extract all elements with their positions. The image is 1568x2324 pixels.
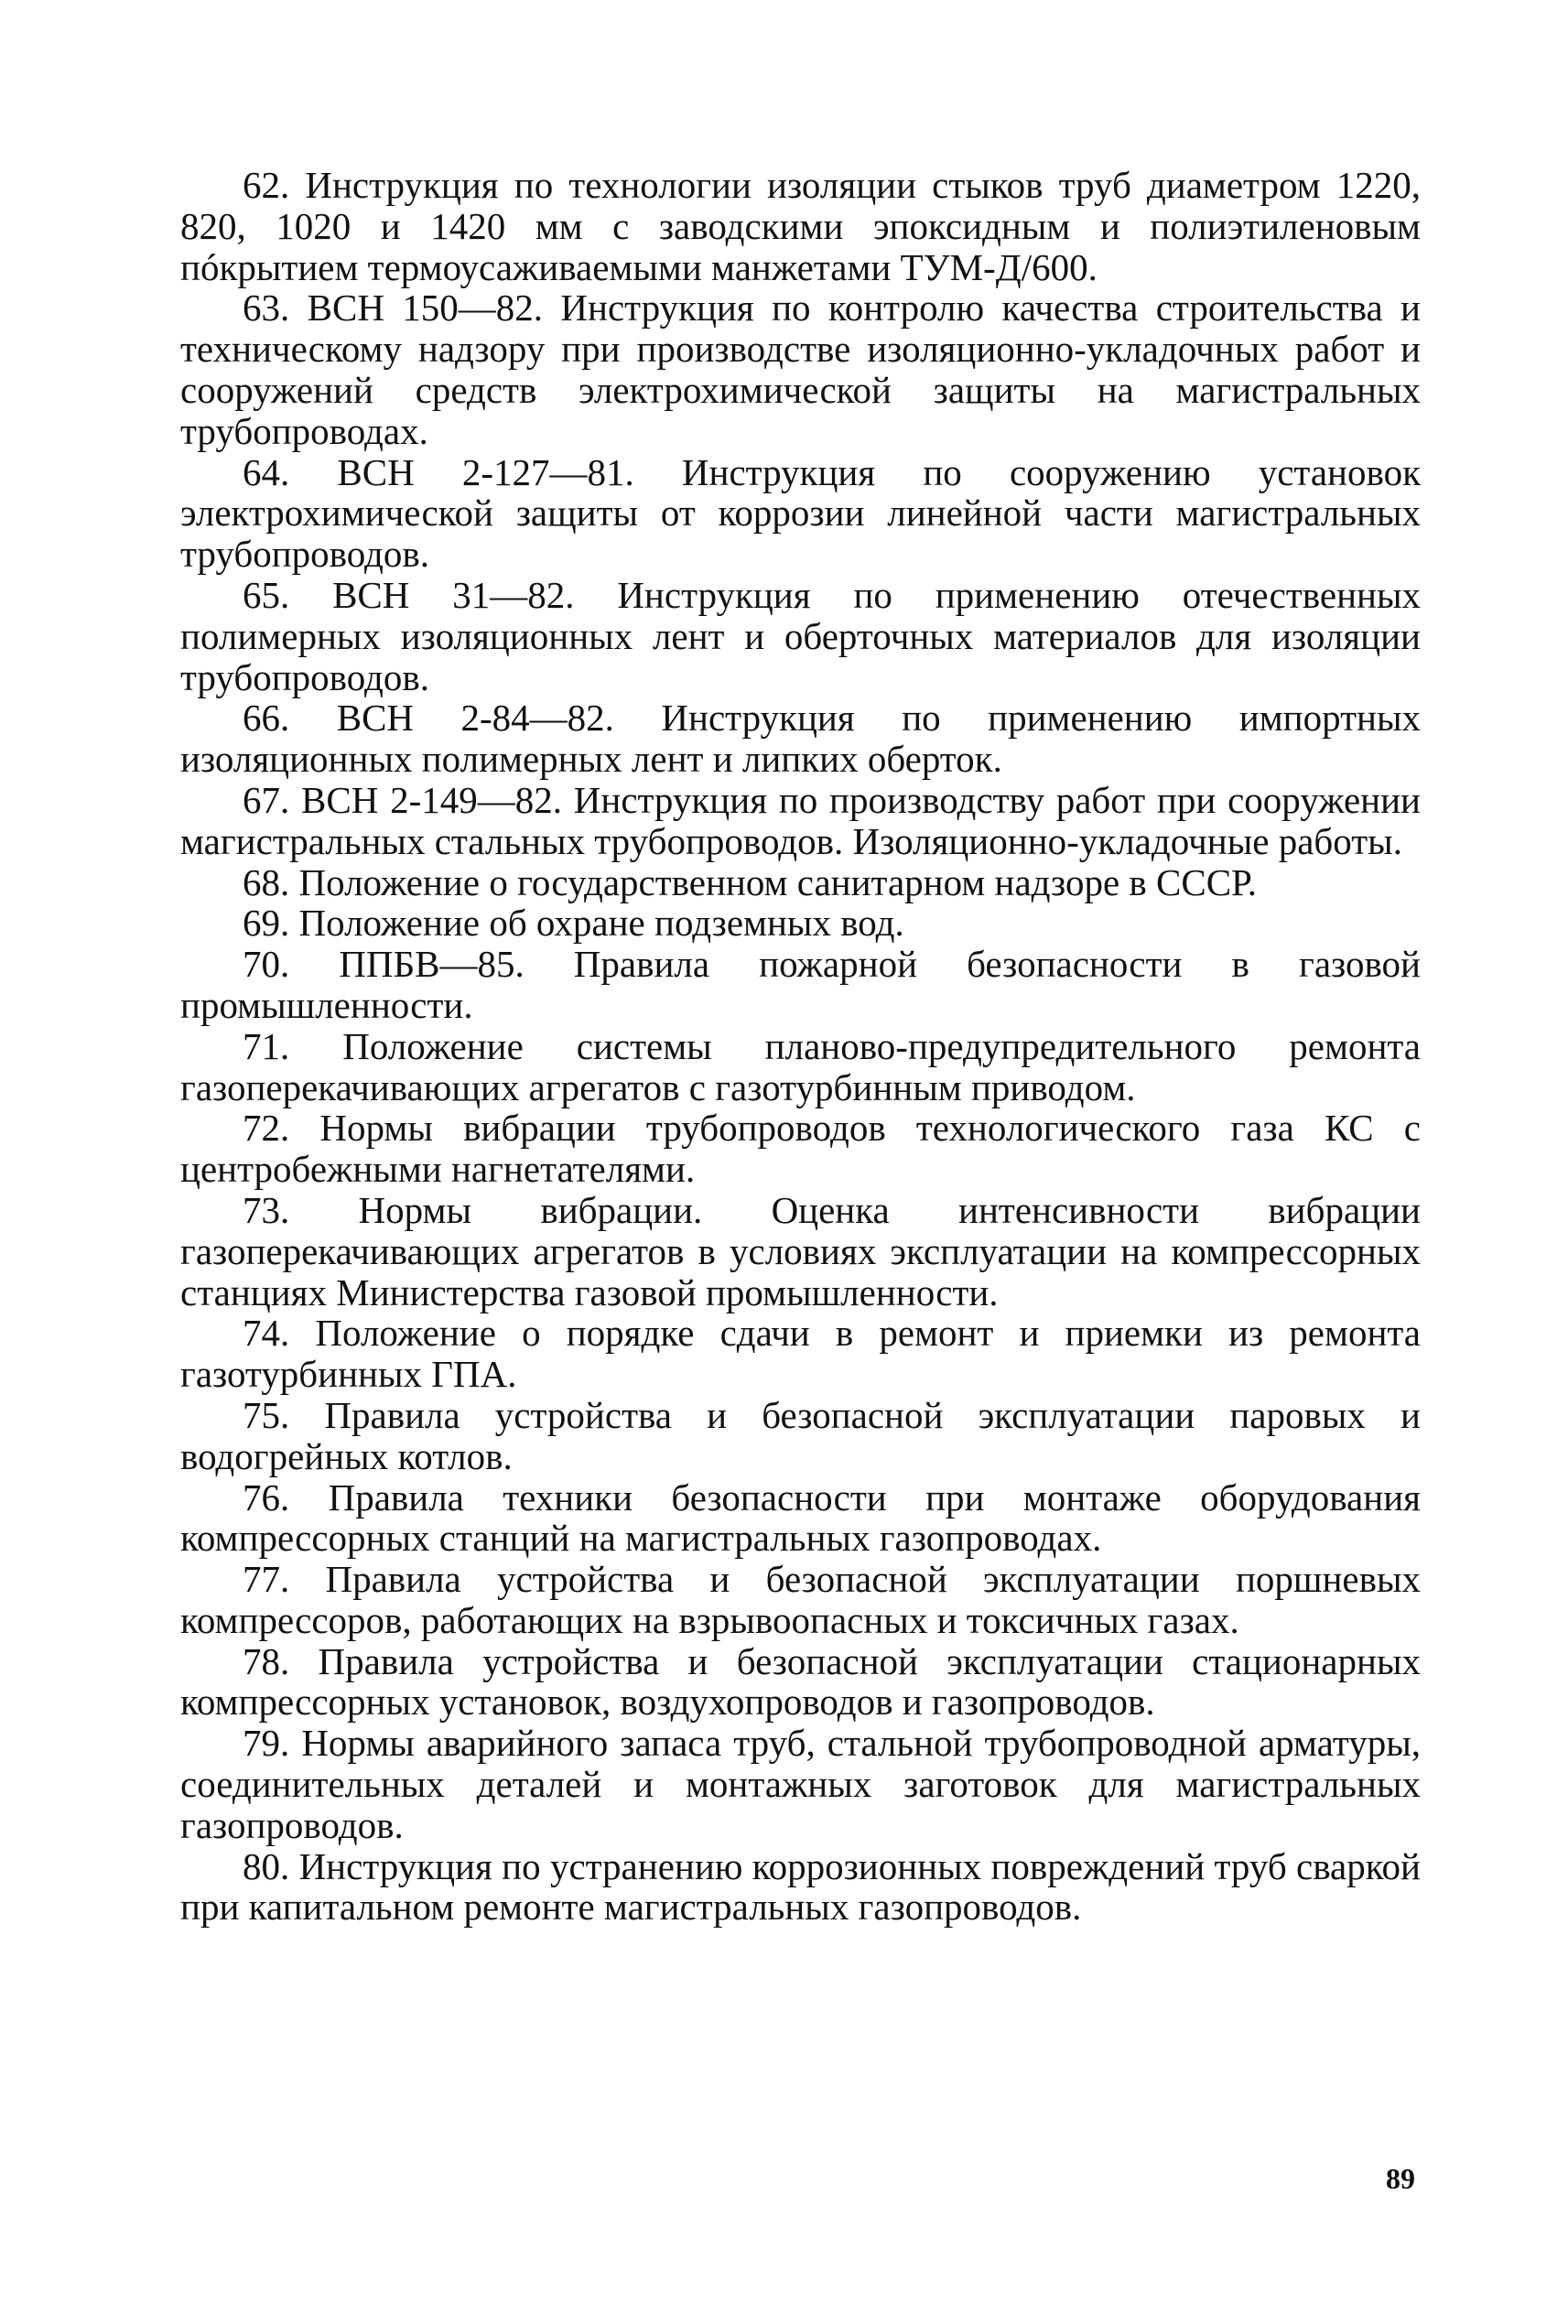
list-item: 80. Инструкция по устранению коррозионных повреждений труб сваркой при капитальном ремонте магистральных газопроводов.	[180, 1844, 1421, 1929]
list-item: 71. Положение системы планово-предупредительного ремонта газоперекачивающих агрегатов с газотурбинным приводом.	[180, 1024, 1421, 1108]
list-item: 67. ВСН 2-149—82. Инструкция по производству работ при сооружении магистральных стальных трубопроводов. Изоляционно-укладочные работы.	[180, 778, 1421, 862]
list-item: 62. Инструкция по технологии изоляции стыков труб диаметром 1220, 820, 1020 и 1420 мм с заводскими эпоксидным и полиэтиленовым пóкрытием термоусаживаемыми манжетами ТУМ-Д/600.	[180, 164, 1421, 288]
list-item: 66. ВСН 2-84—82. Инструкция по применению импортных изоляционных полимерных лент и липких оберток.	[180, 697, 1421, 781]
list-item: 72. Нормы вибрации трубопроводов технологического газа КС с центробежными нагнетателями.	[180, 1107, 1421, 1191]
list-item: 76. Правила техники безопасности при монтаже оборудования компрессорных станций на магистральных газопроводах.	[180, 1475, 1421, 1560]
page-number: 89	[1386, 2162, 1415, 2195]
reference-list	[180, 165, 1421, 1928]
list-item: 77. Правила устройства и безопасной эксплуатации поршневых компрессоров, работающих на взрывоопасных и токсичных газах.	[180, 1558, 1421, 1641]
list-item: 73. Нормы вибрации. Оценка интенсивности вибрации газоперекачивающих агрегатов в условиях эксплуатации на компрессорных станциях Министерства газовой промышленности.	[180, 1188, 1421, 1313]
list-item: 65. ВСН 31—82. Инструкция по применению отечественных полимерных изоляционных лент и оберточных материалов для изоляции трубопроводов.	[180, 573, 1421, 698]
list-item: 68. Положение о государственном санитарном надзоре в СССР.	[243, 860, 1257, 903]
list-item: 74. Положение о порядке сдачи в ремонт и приемки из ремонта газотурбинных ГПА.	[180, 1312, 1421, 1396]
list-item: 69. Положение об охране подземных вод.	[243, 902, 904, 945]
list-item: 63. ВСН 150—82. Инструкция по контролю качества строительства и техническому надзору при производстве изоляционно-укладочных работ и сооружений средств электрохимической защиты на магистральных трубопроводах.	[180, 286, 1421, 452]
list-item: 78. Правила устройства и безопасной эксплуатации стационарных компрессорных установок, воздухопроводов и газопроводов.	[180, 1639, 1421, 1724]
list-item: 79. Нормы аварийного запаса труб, стальной трубопроводной арматуры, соединительных деталей и монтажных заготовок для магистральных газопроводов.	[180, 1722, 1421, 1846]
list-item: 75. Правила устройства и безопасной эксплуатации паровых и водогрейных котлов.	[180, 1393, 1421, 1477]
list-item: 64. ВСН 2-127—81. Инструкция по сооружению установок электрохимической защиты от коррозии линейной части магистральных трубопроводов.	[180, 450, 1421, 576]
list-item: 70. ППБВ—85. Правила пожарной безопасности в газовой промышленности.	[180, 943, 1421, 1026]
